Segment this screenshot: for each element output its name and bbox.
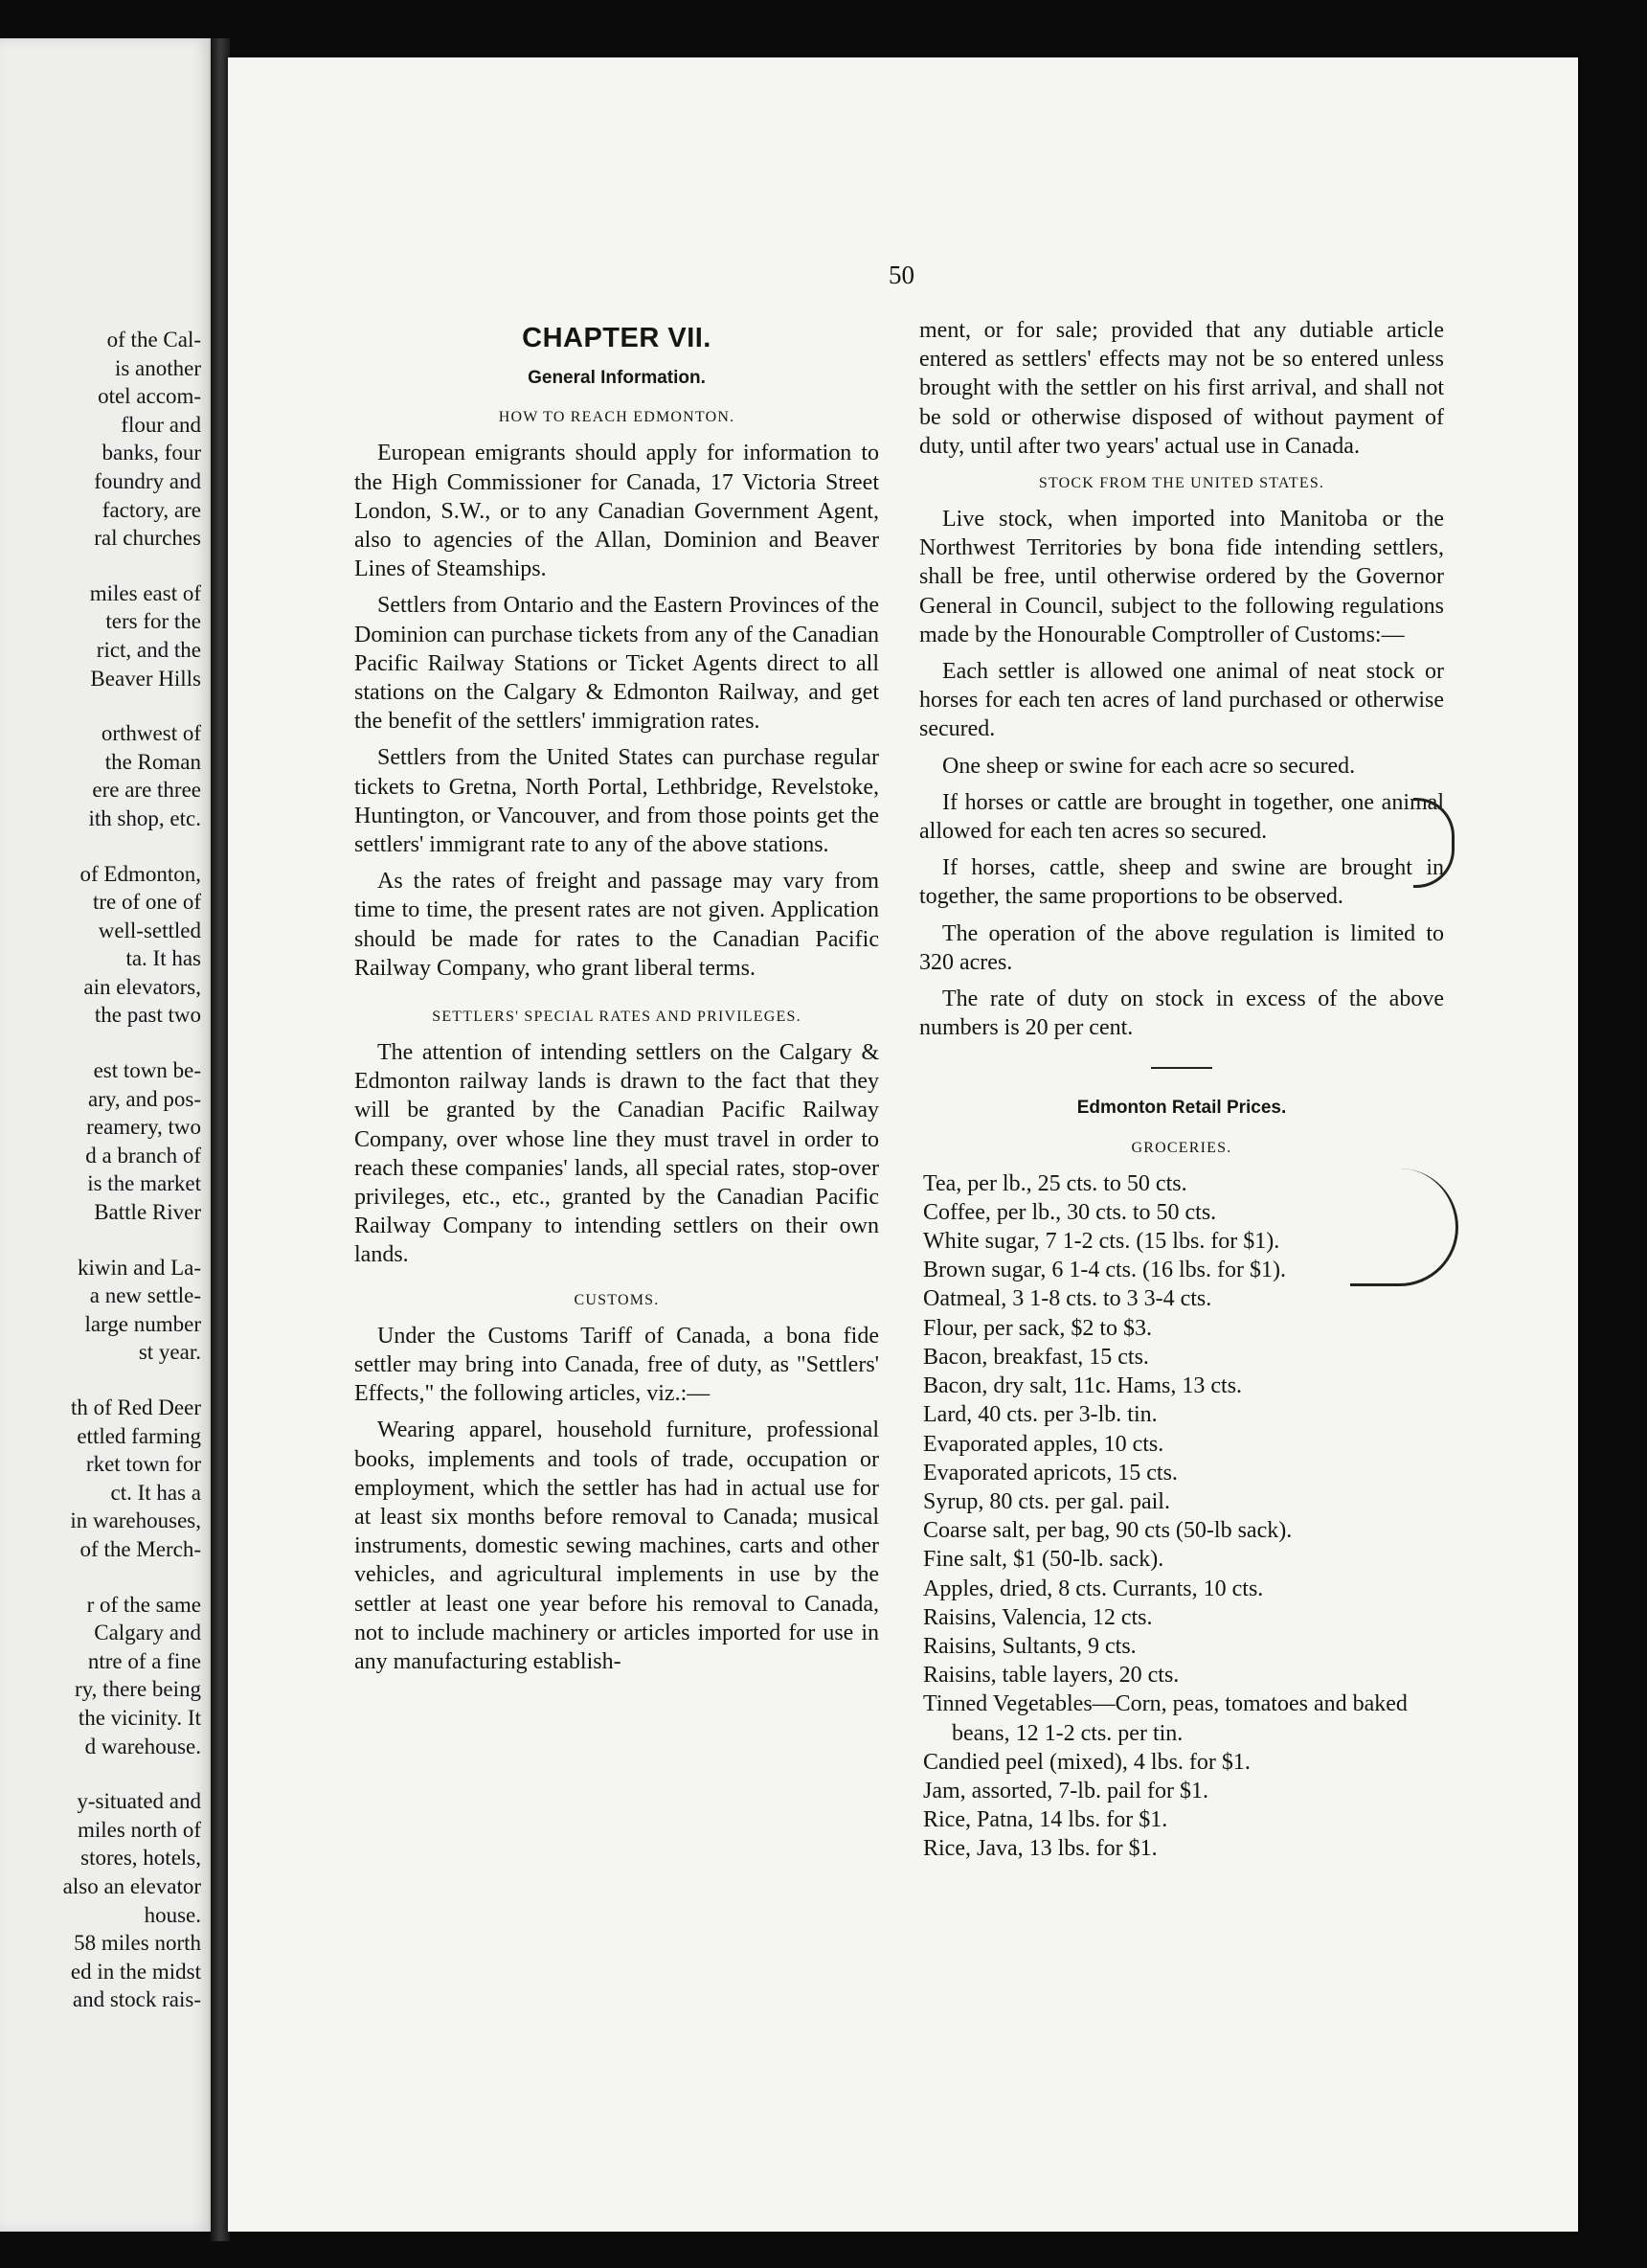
grocery-price-item: Evaporated apples, 10 cts.: [923, 1431, 1164, 1457]
facing-page-line: Beaver Hills: [90, 666, 201, 691]
facing-page-line: of Edmonton,: [79, 861, 201, 886]
paragraph: The attention of intending settlers on the Calgary & Edmonton railway lands is drawn to the fact that they will be granted by the Canadian Pacific Railway Company, over whose line they must travel in order to reach these companies' lands, all special rates, stop-over privileges, etc., etc., granted by the Canadian Pacific Railway Company to intending settlers on their own lands.: [354, 1040, 879, 1268]
facing-page-line: [0, 1227, 201, 1254]
paragraph: European emigrants should apply for information to the High Commissioner for Canada, 17 Victoria Street London, S.W., or to any Canadian Government Agent, also to agencies of the Allan, Dominion and Beaver Lines of Steamships.: [354, 441, 879, 582]
facing-page-line: reamery, two: [86, 1115, 201, 1140]
facing-page-line: kiwin and La-: [77, 1255, 201, 1280]
facing-page-line: [0, 1564, 201, 1591]
facing-page-line: ain elevators,: [83, 974, 201, 999]
facing-page-line: ntre of a fine: [87, 1648, 201, 1673]
grocery-price-item: Evaporated apricots, 15 cts.: [923, 1460, 1178, 1486]
paragraph: One sheep or swine for each acre so secured.: [942, 753, 1356, 779]
facing-page-line: ettled farming: [77, 1423, 201, 1448]
facing-page-line: d warehouse.: [84, 1734, 201, 1758]
grocery-price-item: Tinned Vegetables—Corn, peas, tomatoes and baked beans, 12 1-2 cts. per tin.: [923, 1691, 1408, 1746]
paragraph: Each settler is allowed one animal of neat stock or horses for each ten acres of land purchased or otherwise secured.: [919, 659, 1444, 742]
grocery-price-item: Flour, per sack, $2 to $3.: [923, 1315, 1153, 1341]
facing-page-line: st year.: [138, 1340, 201, 1365]
facing-page-line: ta. It has: [125, 946, 201, 971]
paragraph: Settlers from Ontario and the Eastern Provinces of the Dominion can purchase tickets from any of the Canadian Pacific Railway Stations or Ticket Agents direct to all stations on the Calgary & Edmonton Railway, and get the benefit of the settlers' immigration rates.: [354, 593, 879, 735]
grocery-price-item: White sugar, 7 1-2 cts. (15 lbs. for $1).: [923, 1229, 1280, 1255]
facing-page-line: 58 miles north: [74, 1931, 201, 1956]
facing-page-line: large number: [84, 1311, 201, 1336]
facing-page-line: well-settled: [98, 918, 201, 942]
facing-page-line: Battle River: [94, 1200, 201, 1225]
retail-prices-heading: Edmonton Retail Prices.: [1076, 1098, 1287, 1119]
facing-page-line: otel accom-: [98, 384, 201, 409]
facing-page-line: [0, 1030, 201, 1056]
facing-page-line: ral churches: [94, 526, 201, 551]
grocery-price-item: Coffee, per lb., 30 cts. to 50 cts.: [923, 1199, 1217, 1225]
grocery-price-item: Raisins, Valencia, 12 cts.: [923, 1604, 1153, 1630]
grocery-price-item: Bacon, dry salt, 11c. Hams, 13 cts.: [923, 1373, 1243, 1399]
facing-page-line: of the Cal-: [106, 328, 201, 352]
facing-page-line: ere are three: [92, 778, 201, 803]
facing-page-line: est town be-: [93, 1058, 201, 1083]
facing-page-line: [0, 833, 201, 860]
facing-page-line: ry, there being: [75, 1677, 201, 1702]
grocery-price-item: Candied peel (mixed), 4 lbs. for $1.: [923, 1749, 1251, 1775]
grocery-price-item: Tea, per lb., 25 cts. to 50 cts.: [923, 1170, 1187, 1196]
section-heading-reach: HOW TO REACH EDMONTON.: [498, 409, 735, 426]
paragraph: Wearing apparel, household furniture, professional books, implements and tools of trade, occupation or employment, which the settler has had in actual use for at least six months before removal to Canada; musical instruments, domestic sewing machines, carts and other vehicles, and agricultural implements in use by the settler at least one year before his removal to Canada, not to include machinery or articles imported for use in any manufacturing establish-: [354, 1418, 879, 1674]
grocery-price-item: Bacon, breakfast, 15 cts.: [923, 1344, 1149, 1370]
paragraph: Under the Customs Tariff of Canada, a bona fide settler may bring into Canada, free of duty, as "Settlers' Effects," the following articles, viz.:—: [354, 1323, 879, 1407]
grocery-price-item: Raisins, table layers, 20 cts.: [923, 1663, 1180, 1689]
facing-page-line: [0, 553, 201, 579]
facing-page-line: tre of one of: [92, 890, 201, 915]
paragraph: Live stock, when imported into Manitoba or the Northwest Territories by bona fide intending settlers, shall be free, until otherwise ordered by the Governor General in Council, subject to the following regulations made by the Honourable Comptroller of Customs:—: [919, 507, 1444, 647]
page-number: 50: [889, 261, 914, 289]
section-heading-customs: CUSTOMS.: [574, 1291, 660, 1308]
facing-page-line: [0, 1367, 201, 1394]
facing-page-line: miles east of: [89, 580, 201, 605]
grocery-price-item: Brown sugar, 6 1-4 cts. (16 lbs. for $1).: [923, 1258, 1286, 1283]
facing-page-line: [0, 1760, 201, 1787]
facing-page-line: miles north of: [77, 1817, 201, 1842]
paragraph: The rate of duty on stock in excess of the above numbers is 20 per cent.: [919, 987, 1444, 1041]
facing-page-line: rket town for: [85, 1452, 201, 1477]
grocery-price-item: Rice, Java, 13 lbs. for $1.: [923, 1836, 1158, 1862]
grocery-price-item: Apples, dried, 8 cts. Currants, 10 cts.: [923, 1576, 1264, 1601]
grocery-price-item: Raisins, Sultants, 9 cts.: [923, 1633, 1137, 1659]
facing-page-line: is the market: [87, 1171, 201, 1196]
facing-page-line: of the Merch-: [79, 1536, 201, 1561]
facing-page-line: a new settle-: [89, 1283, 201, 1308]
grocery-price-item: Fine salt, $1 (50-lb. sack).: [923, 1547, 1164, 1573]
facing-page-line: r of the same: [86, 1592, 201, 1617]
right-column: [919, 316, 1444, 1864]
facing-page-line: ith shop, etc.: [88, 805, 201, 830]
facing-page-line: stores, hotels,: [80, 1846, 201, 1871]
grocery-price-item: Coarse salt, per bag, 90 cts (50-lb sack).: [923, 1518, 1293, 1544]
paragraph-continued: ment, or for sale; provided that any dutiable article entered as settlers' effects may not be so entered unless brought with the settler on his first arrival, and shall not be sold or otherwise disposed of without payment of duty, until after two years' actual use in Canada.: [919, 318, 1444, 459]
facing-page-line: is another: [114, 355, 201, 380]
facing-page-line: Calgary and: [94, 1621, 201, 1645]
facing-page: [0, 38, 211, 2232]
facing-page-line: rict, and the: [96, 637, 201, 662]
facing-page-line: orthwest of: [101, 721, 201, 746]
book-spine: [211, 38, 230, 2241]
paragraph: The operation of the above regulation is limited to 320 acres.: [919, 920, 1444, 975]
facing-page-text: [0, 326, 201, 2014]
paragraph: If horses, cattle, sheep and swine are brought in together, the same proportions to be observed.: [919, 855, 1444, 910]
paragraph: Settlers from the United States can purchase regular tickets to Gretna, North Portal, Lethbridge, Revelstoke, Huntington, or Vancouver, and from those points get the settlers' immigrant rate to any of the above stations.: [354, 745, 879, 858]
facing-page-line: in warehouses,: [70, 1508, 201, 1533]
left-column: [354, 324, 879, 1684]
facing-page-line: banks, four: [102, 441, 201, 465]
facing-page-line: y-situated and: [77, 1789, 201, 1814]
facing-page-line: factory, are: [102, 497, 201, 522]
facing-page-line: foundry and: [94, 468, 201, 493]
facing-page-line: also an elevator: [62, 1873, 201, 1898]
section-heading-special-rates: SETTLERS' SPECIAL RATES AND PRIVILEGES.: [432, 1009, 801, 1026]
facing-page-line: the past two: [94, 1003, 201, 1028]
facing-page-line: house.: [144, 1902, 201, 1927]
grocery-price-item: Syrup, 80 cts. per gal. pail.: [923, 1488, 1170, 1514]
facing-page-line: and stock rais-: [72, 1987, 201, 2012]
grocery-price-item: Jam, assorted, 7-lb. pail for $1.: [923, 1778, 1208, 1803]
facing-page-line: ct. It has a: [110, 1480, 201, 1505]
chapter-title: CHAPTER VII.: [522, 323, 711, 353]
section-heading-stock: STOCK FROM THE UNITED STATES.: [1038, 475, 1325, 492]
facing-page-line: flour and: [121, 412, 201, 437]
facing-page-line: [0, 692, 201, 719]
chapter-subtitle: General Information.: [528, 368, 706, 389]
facing-page-line: ed in the midst: [70, 1959, 201, 1984]
grocery-price-item: Oatmeal, 3 1-8 cts. to 3 3-4 cts.: [923, 1286, 1212, 1312]
paragraph: As the rates of freight and passage may vary from time to time, the present rates are not given. Application should be made for rates to the Canadian Pacific Railway Company, who grant liberal terms.: [354, 869, 879, 981]
facing-page-line: th of Red Deer: [70, 1395, 201, 1419]
grocery-price-item: Lard, 40 cts. per 3-lb. tin.: [923, 1402, 1158, 1428]
groceries-heading: GROCERIES.: [1131, 1139, 1232, 1156]
facing-page-line: ters for the: [105, 609, 201, 634]
facing-page-line: the vicinity. It: [78, 1705, 201, 1730]
facing-page-line: d a branch of: [85, 1143, 201, 1168]
facing-page-line: the Roman: [104, 749, 201, 774]
grocery-price-item: Rice, Patna, 14 lbs. for $1.: [923, 1807, 1168, 1833]
facing-page-line: ary, and pos-: [88, 1086, 201, 1111]
section-divider: [1151, 1067, 1212, 1069]
paragraph: If horses or cattle are brought in together, one animal allowed for each ten acres so secured.: [919, 789, 1444, 845]
